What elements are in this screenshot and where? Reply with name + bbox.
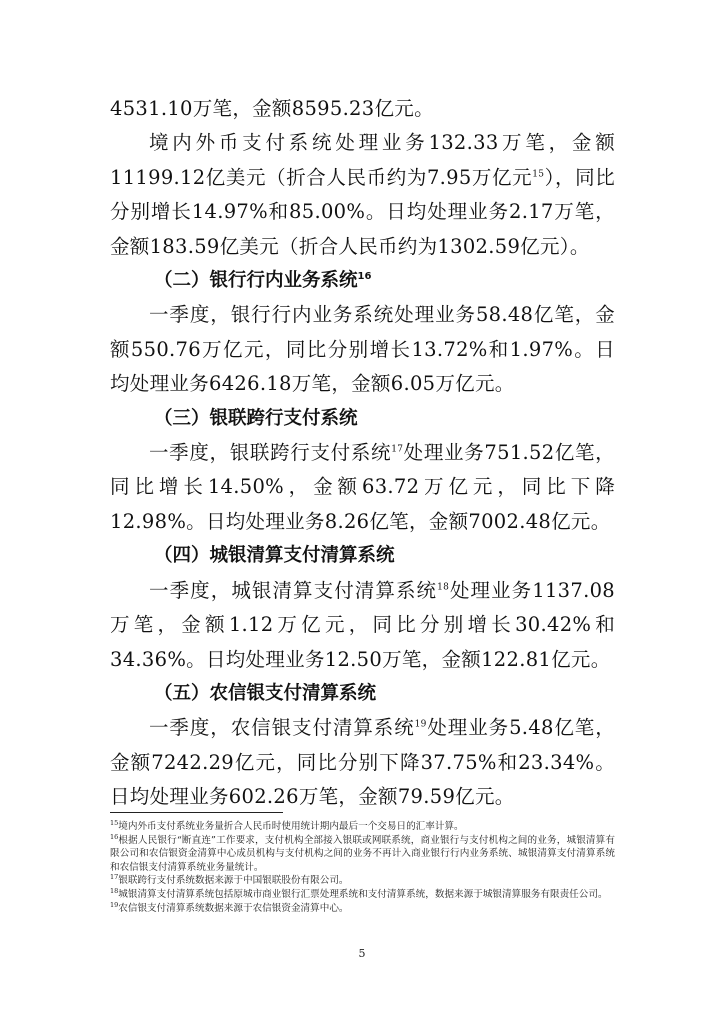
heading-text: （三）银联跨行支付系统 [154,407,358,429]
footnote-number: 19 [110,900,119,909]
footnote-ref[interactable]: 15 [532,169,545,180]
footnote-number: 17 [110,873,119,882]
footnote [110,874,615,888]
heading-text: （五）农信银支付清算系统 [154,682,377,704]
footnote-text: 农信银支付清算系统数据来源于农信银资金清算中心。 [118,902,349,914]
footnote-ref[interactable]: 16 [357,270,372,282]
footnote-number: 16 [110,832,119,841]
paragraph-text: 处理业务751.52亿笔，同比增长14.50%，金额63.72万亿元，同比下降12.98%。日均处理业务8.26亿笔，金额7002.48亿元。 [110,441,615,533]
footnote-text: 银联跨行支付系统数据来源于中国银联股份有限公司。 [118,875,349,887]
footnote-text: 境内外币支付系统业务量折合人民币时使用统计期内最后一个交易日的汇率计算。 [118,821,464,832]
paragraph [110,92,615,126]
footnote-text: 根据人民银行“断直连”工作要求，支付机构全部接入银联或网联系统，商业银行与支付机构之间的业务，城银清算有限公司和农信银资金清算中心成员机构与支付机构之间的业务不再计入商业银行行内业务系统、城银清算支付清算系统和农信银支付清算系统业务量统计。 [110,834,615,873]
page-number: 5 [358,947,366,960]
section-heading [110,402,615,436]
footnote-number: 18 [110,886,119,895]
paragraph-text: 4531.10万笔，金额8595.23亿元。 [110,97,434,120]
footnote-ref[interactable]: 19 [414,719,427,730]
paragraph [110,126,615,264]
footnote [110,888,615,902]
paragraph [110,298,615,401]
section-heading [110,677,615,711]
footnote-divider [110,812,283,813]
section-heading [110,539,615,573]
paragraph-text: ），同比分别增长14.97%和85.00%。日均处理业务2.17万笔，金额183.59亿美元（折合人民币约为1302.59亿元）。 [110,165,616,258]
paragraph [110,436,615,539]
paragraph-text: 处理业务1137.08万笔，金额1.12万亿元，同比分别增长30.42%和34.36%。日均处理业务12.50万笔，金额122.81亿元。 [110,578,616,671]
footnote [110,834,615,875]
paragraph-text: 一季度，银联跨行支付系统 [149,441,392,465]
paragraph-text: 一季度，农信银支付清算系统 [149,716,415,740]
paragraph-text: 一季度，城银清算支付清算系统 [149,578,438,602]
footnote [110,902,615,916]
footnote-ref[interactable]: 18 [437,582,450,593]
body-text [110,92,615,815]
heading-text: （二）银行行内业务系统 [154,270,358,292]
paragraph [110,711,615,814]
footnote-text: 城银清算支付清算系统包括原城市商业银行汇票处理系统和支付清算系统，数据来源于城银清算服务有限责任公司。 [118,888,608,900]
footnotes [110,820,615,915]
section-heading [110,264,615,298]
footnote-number: 15 [110,818,119,827]
footnote [110,820,615,834]
paragraph-text: 境内外币支付系统处理业务132.33万笔，金额11199.12亿美元（折合人民币约为7.95万亿元 [110,131,615,189]
heading-text: （四）城银清算支付清算系统 [154,545,395,567]
paragraph-text: 一季度，银行行内业务系统处理业务58.48亿笔，金额550.76万亿元，同比分别增长13.72%和1.97%。日均处理业务6426.18万笔，金额6.05万亿元。 [110,303,615,396]
footnote-ref[interactable]: 17 [391,444,404,455]
paragraph [110,574,615,677]
paragraph-text: 处理业务5.48亿笔，金额7242.29亿元，同比分别下降37.75%和23.34%。日均处理业务602.26万笔，金额79.59亿元。 [110,716,616,809]
